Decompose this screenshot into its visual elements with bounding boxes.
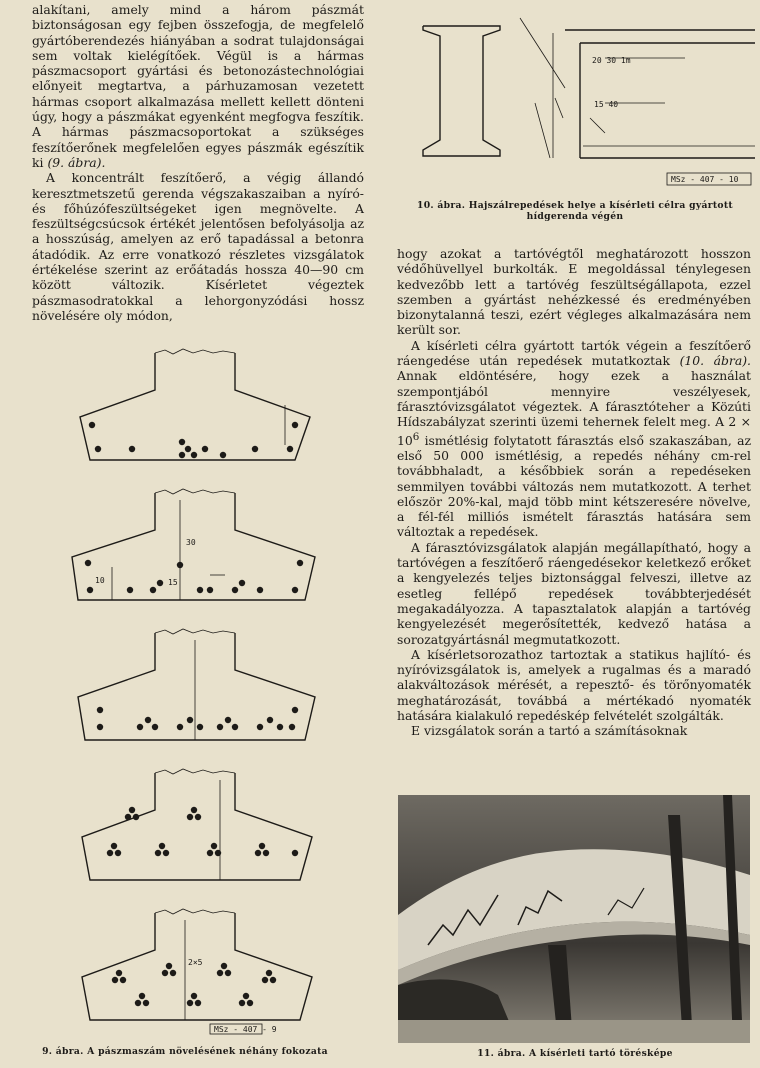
svg-text:15 40: 15 40 <box>594 100 619 109</box>
paragraph: hogy azokat a tartóvégtől meghatározott hosszon védőhüvellyel burkolták. E megoldással ténylegesen kedvezőbb lett a tartóvég feszültségállapota, ezzel szemben a gyártást nehézkessé és eredményében bizonytalanná teszi, ezért végleges alkalmazására nem került sor. <box>397 246 751 338</box>
svg-text:2×5: 2×5 <box>188 958 203 967</box>
cross-section-5 <box>82 909 312 1020</box>
figure-11-caption: 11. ábra. A kísérleti tartó törésképe <box>477 1048 673 1059</box>
paragraph: A fárasztóvizsgálatok alapján megállapítható, hogy a tartóvégen a feszítőerő ráengedésekor keletkező erőket a kengyelezés teljes biztonsággal felveszi, illetve az esetleg fellépő repedések továbbterjedését megakadályozza. A tapasztalatok alapján a tartóvég kengyelezését megerősítették, kedvező hatása a sorozatgyártásnál megmutatkozott. <box>397 539 751 647</box>
cross-section-1 <box>80 349 310 460</box>
right-text-column <box>397 246 751 739</box>
cross-section-4 <box>82 769 312 880</box>
svg-text:15: 15 <box>168 578 178 587</box>
paragraph: A kísérletsorozathoz tartoztak a statikus hajlító- és nyíróvizsgálatok is, amelyek a rugalmas és a maradó alakváltozások mérését, a repesztő- és törőnyomaték meghatározását, továbbá a mértékadó nyomaték hatására kialakuló repedéskép felvételét szolgálták. <box>397 646 751 724</box>
cross-section-3 <box>78 629 315 740</box>
paragraph: A koncentrált feszítőerő, a végig állandó keresztmetszetű gerenda végszakaszaiban a nyíró- és főhúzófeszültségeket igen megnövelte. A feszültségcsúcsok értékét jelentősen befolyásolja az a hosszúság, amelyen az erő tapadással a betonra átadódik. Az erre vonatkozó részletes vizsgálatok értékelése szerint az erőátadás hossza 40—90 cm között változik. Kísérletet végeztek pászmasodratokkal a lehorgonyzódási hossz növelésére oly módon, <box>32 170 364 323</box>
svg-text:10: 10 <box>95 576 105 585</box>
paragraph: alakítani, amely mind a három pászmát biztonságosan egy fejben összefogja, de megfelelő gyártóberendezés hiányában a sodrat tulajdonságai sem voltak kielégítőek. Végül is a hármas pászmacsoport gyártási és betonozástechnológiai előnyeit megtartva, a párhuzamosan vezetett hármas csoport alkalmazása mellett kellett dönteni úgy, hogy a pászmákat egyenként megfogva feszítik. A hármas pászmacsoportokat a szükséges feszítőerőnek megfelelően egyes pászmák egészítik ki (9. ábra). <box>32 2 364 170</box>
svg-text:20 30 1m: 20 30 1m <box>592 56 631 65</box>
figure-9-code: MSz - 407 - 9 <box>214 1025 277 1034</box>
paragraph: A kísérleti célra gyártott tartók végein a feszítőerő ráengedése után repedések mutatkoztak (10. ábra). Annak eldöntésére, hogy ezek a használat szempontjából mennyire veszélyesek, fárasztóvizsgálatot végeztek. A fárasztóteher a Közúti Hídszabályzat szerinti üzemi tehernek felelt meg. A $2 \times 10^6$ ismétlésig folytatott fárasztás első szakaszában, az első 50 000 ismétlésig, a repedés néhány cm-rel továbbhaladt, a későbbiek során a repedéseken semmilyen további változás nem mutatkozott. A terhet először 20%-kal, majd több mint kétszeresére növelve, a fél-fél milliós ismételt fárasztás hatására sem változtak a repedések. <box>397 337 751 540</box>
left-text-column <box>32 2 364 323</box>
figure-10-caption: 10. ábra. Hajszálrepedések helye a kísérleti célra gyártott hídgerenda végén <box>417 200 733 222</box>
figure-10-girder-end <box>405 8 755 188</box>
figure-11-photo <box>398 795 750 1043</box>
paragraph: E vizsgálatok során a tartó a számításoknak <box>411 723 688 739</box>
figure-9-cross-sections <box>60 335 360 1035</box>
cross-section-2 <box>72 489 315 600</box>
figure-9-caption: 9. ábra. A pászmaszám növelésének néhány fokozata <box>42 1046 328 1057</box>
figure-10-code: MSz - 407 - 10 <box>671 175 739 184</box>
svg-text:30: 30 <box>186 538 196 547</box>
